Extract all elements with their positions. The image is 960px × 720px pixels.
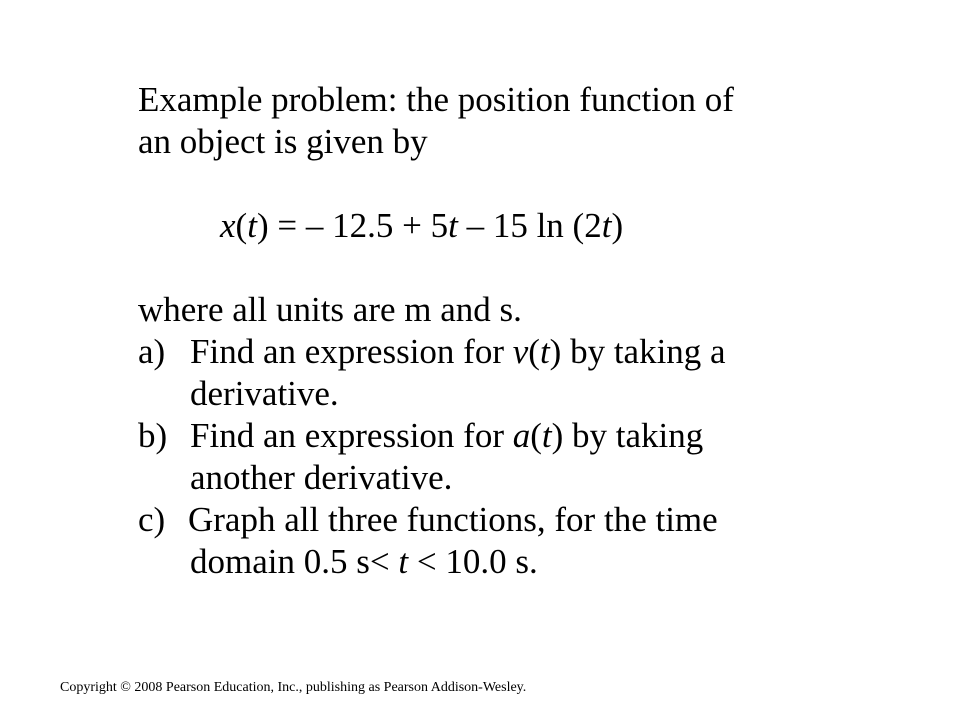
intro-line-2: an object is given by bbox=[138, 122, 428, 161]
item-b-continuation: another derivative. bbox=[190, 458, 453, 497]
item-a-continuation: derivative. bbox=[190, 374, 339, 413]
item-text-post: by taking bbox=[563, 416, 704, 455]
item-text-pre: Find an expression for bbox=[190, 332, 513, 371]
eq-t2: t bbox=[448, 206, 458, 245]
item-var: a bbox=[512, 416, 531, 455]
item-marker: a) bbox=[138, 332, 166, 371]
item-var: v bbox=[512, 332, 529, 371]
spacer bbox=[138, 247, 898, 289]
item-c-continuation bbox=[138, 541, 898, 583]
eq-close: ) bbox=[611, 206, 624, 245]
item-paren-open: ( bbox=[528, 332, 540, 371]
list-item-c bbox=[138, 499, 898, 541]
eq-t3: t bbox=[601, 206, 612, 245]
item-marker: b) bbox=[138, 416, 168, 455]
item-c-cont-var: t bbox=[398, 542, 409, 581]
item-text-pre: Find an expression for bbox=[190, 416, 513, 455]
item-text: Graph all three functions, for the time bbox=[188, 500, 718, 539]
eq-after-t2: – 15 ln (2 bbox=[457, 206, 602, 245]
item-text-post: by taking a bbox=[561, 332, 726, 371]
item-paren-open: ( bbox=[530, 416, 542, 455]
intro-line-1: Example problem: the position function of bbox=[138, 80, 734, 119]
list-item-a bbox=[138, 331, 898, 373]
position-equation bbox=[138, 205, 898, 247]
copyright-footer: Copyright © 2008 Pearson Education, Inc., publishing as Pearson Addison-Wesley. bbox=[60, 680, 527, 695]
item-text bbox=[190, 331, 726, 373]
item-t: t bbox=[539, 332, 550, 371]
item-t: t bbox=[541, 416, 552, 455]
units-line: where all units are m and s. bbox=[138, 290, 522, 329]
item-paren-close: ) bbox=[551, 416, 564, 455]
eq-middle: ) = – 12.5 + 5 bbox=[256, 206, 449, 245]
item-marker: c) bbox=[138, 500, 166, 539]
slide-body bbox=[138, 79, 898, 583]
eq-x: x bbox=[220, 206, 236, 245]
item-c-cont-post: < 10.0 s. bbox=[408, 542, 538, 581]
item-text bbox=[190, 415, 703, 457]
item-paren-close: ) bbox=[549, 332, 562, 371]
item-c-cont-pre: domain 0.5 s< bbox=[190, 542, 399, 581]
spacer bbox=[138, 163, 898, 205]
list-item-b bbox=[138, 415, 898, 457]
eq-open: ( bbox=[235, 206, 248, 245]
eq-t1: t bbox=[247, 206, 257, 245]
